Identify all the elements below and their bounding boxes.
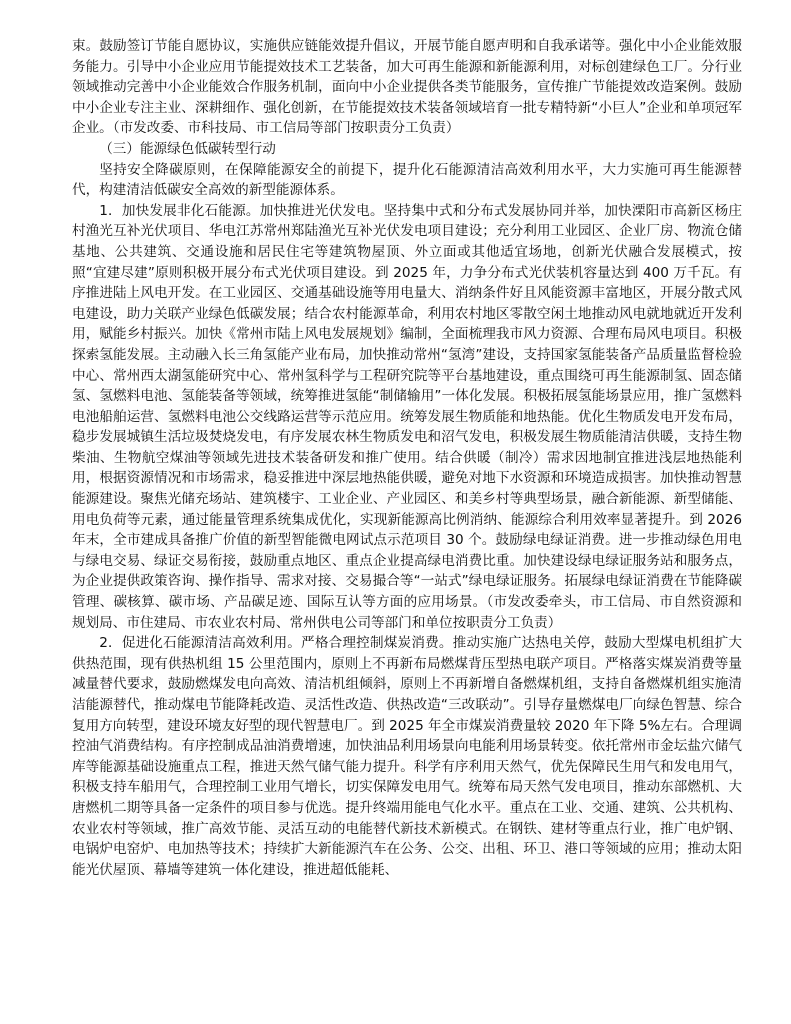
section-heading-energy-transition: （三）能源绿色低碳转型行动	[99, 140, 276, 157]
document-page	[72, 36, 742, 880]
paragraph-item-1-non-fossil: 1．加快发展非化石能源。加快推进光伏发电。坚持集中式和分布式发展协同并举，加快溧阳市高新区杨庄村渔光互补光伏项目、华电江苏常州郑陆渔光互补光伏发电项目建设；充分利用工业园区、企业厂房、物流仓储基地、公共建筑、交通设施和居民住宅等建筑物屋顶、外立面或其他适宜场地，创新光伏融合发展模式，按照“宜建尽建”原则积极开展分布式光伏项目建设。到 2025 年，力争分布式光伏装机容量达到 400 万千瓦。有序推进陆上风电开发。在工业园区、交通基础设施等用电量大、消纳条件好且风能资源丰富地区，开展分散式风电建设，助力关联产业绿色低碳发展；结合农村能源革命，利用农村地区零散空闲土地推动风电就地就近开发利用，赋能乡村振兴。加快《常州市陆上风电发展规划》编制，全面梳理我市风力资源、合理布局风电项目。积极探索氢能发展。主动融入长三角氢能产业布局，加快推动常州“氢湾”建设，支持国家氢能装备产品质量监督检验中心、常州西太湖氢能研究中心、常州氢科学与工程研究院等平台基地建设，重点围绕可再生能源制氢、固态储氢、氢燃料电池、氢能装备等领域，统筹推进氢能“制储输用”一体化发展。积极拓展氢能场景应用，推广氢燃料电池船舶运营、氢燃料电池公交线路运营等示范应用。统筹发展生物质能和地热能。优化生物质发电开发布局，稳步发展城镇生活垃圾焚烧发电，有序发展农林生物质发电和沼气发电，积极发展生物质能清洁供暖，支持生物柴油、生物航空煤油等领域先进技术装备研发和推广使用。结合供暖（制冷）需求因地制宜推进浅层地热能利用，根据资源情况和市场需求，稳妥推进中深层地热能供暖，避免对地下水资源和环境造成损害。加快推动智慧能源建设。聚焦光储充场站、建筑楼宇、工业企业、产业园区、和美乡村等典型场景，融合新能源、新型储能、用电负荷等元素，通过能量管理系统集成优化，实现新能源高比例消纳、能源综合利用效率显著提升。到 2026 年末，全市建成具备推广价值的新型智能微电网试点示范项目 30 个。鼓励绿电绿证消费。进一步推动绿色用电与绿电交易、绿证交易衔接，鼓励重点地区、重点企业提高绿电消费比重。加快建设绿电绿证服务站和服务点，为企业提供政策咨询、操作指导、需求对接、交易撮合等“一站式”绿电绿证服务。拓展绿电绿证消费在节能降碳管理、碳核算、碳市场、产品碳足迹、国际互认等方面的应用场景。（市发改委牵头，市工信局、市自然资源和规划局、市住建局、市农业农村局、常州供电公司等部门和单位按职责分工负责）	[72, 202, 742, 631]
paragraph-continuation: 束。鼓励签订节能自愿协议，实施供应链能效提升倡议，开展节能自愿声明和自我承诺等。强化中小企业能效服务能力。引导中小企业应用节能提效技术工艺装备，加大可再生能源和新能源利用，对标创建绿色工厂。分行业领域推动完善中小企业能效合作服务机制，面向中小企业提供各类节能服务，宣传推广节能提效改造案例。鼓励中小企业专注主业、深耕细作、强化创新，在节能提效技术装备领域培育一批专精特新“小巨人”企业和单项冠军企业。（市发改委、市科技局、市工信局等部门按职责分工负责）	[72, 38, 742, 137]
paragraph-item-2-fossil-clean: 2．促进化石能源清洁高效利用。严格合理控制煤炭消费。推动实施广达热电关停，鼓励大型煤电机组扩大供热范围，现有供热机组 15 公里范围内，原则上不再新布局燃煤背压型热电联产项目。严格落实煤炭消费等量减量替代要求，鼓励燃煤发电向高效、清洁机组倾斜，原则上不再新增自备燃煤机组，支持自备燃煤机组实施清洁能源替代，推动煤电节能降耗改造、灵活性改造、供热改造“三改联动”。引导存量燃煤电厂向绿色智慧、综合复用方向转型，建设环境友好型的现代智慧电厂。到 2025 年全市煤炭消费量较 2020 年下降 5%左右。合理调控油气消费结构。有序控制成品油消费增速，加快油品利用场景向电能利用场景转变。依托常州市金坛盐穴储气库等能源基础设施重点工程，推进天然气储气能力提升。科学有序利用天然气，优先保障民生用气和发电用气，积极支持车船用气，合理控制工业用气增长，切实保障发电用气。统筹布局天然气发电项目，推动东部燃机、大唐燃机二期等具备一定条件的项目参与优选。提升终端用能电气化水平。重点在工业、交通、建筑、公共机构、农业农村等领域，推广高效节能、灵活互动的电能替代新技术新模式。在钢铁、建材等重点行业，推广电炉钢、电锅炉电窑炉、电加热等技术；持续扩大新能源汽车在公务、公交、出租、环卫、港口等领域的应用；推动太阳能光伏屋顶、幕墙等建筑一体化建设，推进超低能耗、	[72, 635, 742, 878]
paragraph-principle: 坚持安全降碳原则，在保障能源安全的前提下，提升化石能源清洁高效利用水平，大力实施可再生能源替代，构建清洁低碳安全高效的新型能源体系。	[72, 161, 742, 199]
